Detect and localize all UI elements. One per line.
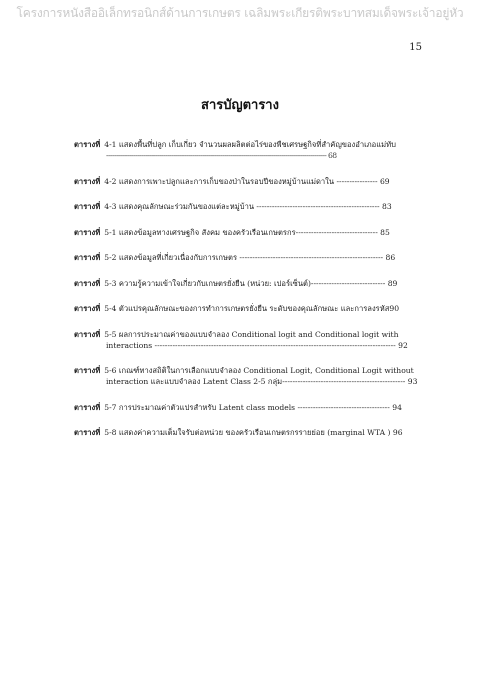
toc-entry [74,427,420,438]
toc-entry [74,252,420,263]
entry-continuation: ---------------------------------------------------------------------------------------------------------------- 68 [106,151,337,160]
entry-label: ตารางที่ [74,278,101,288]
page-number: 15 [409,42,422,53]
entry-text: 5-1 แสดงข้อมูลทางเศรษฐกิจ สังคม ของครัวเรือนเกษตรกร-------------------------------- 85 [104,227,390,237]
toc-entry [74,365,420,387]
entry-label: ตารางที่ [74,176,101,186]
entry-label: ตารางที่ [74,253,101,262]
entry-label: ตารางที่ [74,202,101,211]
entry-label: ตารางที่ [74,402,101,412]
toc-entry [74,176,420,187]
toc-entry [74,139,420,161]
entry-label: ตารางที่ [74,304,101,313]
entry-label: ตารางที่ [74,140,101,149]
entry-label: ตารางที่ [74,428,101,437]
entry-text: 4-3 แสดงคุณลักษณะร่วมกันของแต่ละหมู่บ้าน ------------------------------------------------ 83 [104,202,392,211]
page-title: สารบัญตาราง [201,98,279,113]
toc-entry [74,303,420,314]
toc-entry [74,329,420,351]
toc-entry [74,278,420,289]
entry-text: 5-5 ผลการประมาณค่าของแบบจำลอง Conditional logit and Conditional logit with [104,329,399,339]
toc-entry [74,227,420,238]
entry-text: 5-2 แสดงข้อมูลที่เกี่ยวเนื่องกับการเกษตร -------------------------------------------------------- 86 [104,253,396,262]
entry-continuation: interactions ---------------------------------------------------------------------------------------------- 92 [106,340,408,350]
entry-label: ตารางที่ [74,329,101,339]
table-of-tables-list [74,139,420,453]
entry-text: 4-1 แสดงพื้นที่ปลูก เก็บเกี่ยว จำนวนผลผลิตต่อไร่ของพืชเศรษฐกิจที่สำคัญของอำเภอแม่ทับ [104,140,396,149]
entry-text: 4-2 แสดงการเพาะปลูกและการเก็บของป่าในรอบปีของหมู่บ้านแม่ดาใน ---------------- 69 [104,176,390,186]
entry-text: 5-6 เกณฑ์ทางสถิติในการเลือกแบบจำลอง Conditional Logit, Conditional Logit without [104,366,414,375]
entry-text: 5-3 ความรู้ความเข้าใจเกี่ยวกับเกษตรยั่งยืน (หน่วย: เปอร์เซ็นต์)----------------------------- 89 [104,278,398,288]
entry-text: 5-4 ตัวแปรคุณลักษณะของการทำการเกษตรยั่งยืน ระดับของคุณลักษณะ และการลงรหัส90 [104,304,400,313]
entry-text: 5-8 แสดงค่าความเต็มใจรับต่อหน่วย ของครัวเรือนเกษตรกรรายย่อย (marginal WTA ) 96 [104,428,403,437]
entry-label: ตารางที่ [74,227,101,237]
watermark-header: โครงการหนังสืออิเล็กทรอนิกส์ด้านการเกษตร เฉลิมพระเกียรติพระบาทสมเด็จพระเจ้าอยู่หัว [16,6,464,20]
entry-label: ตารางที่ [74,366,101,375]
toc-entry [74,402,420,413]
toc-entry [74,201,420,212]
entry-continuation: interaction และแบบจำลอง Latent Class 2-5 กลุ่ม------------------------------------------------ 93 [106,377,418,386]
entry-text: 5-7 การประมาณค่าตัวแปรสำหรับ Latent class models ------------------------------------ 94 [104,402,402,412]
